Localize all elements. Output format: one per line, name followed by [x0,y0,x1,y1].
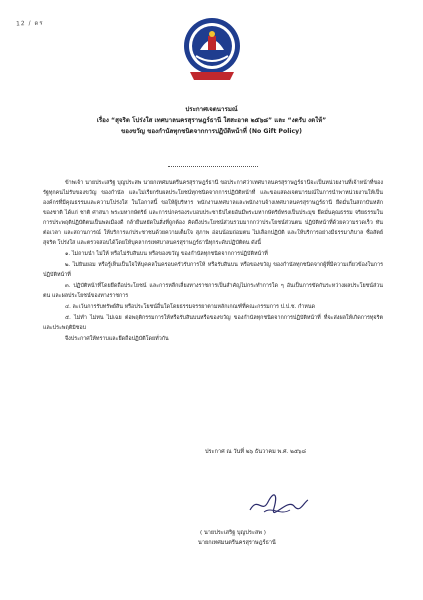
handwritten-signature [244,492,312,518]
title-heading: ประกาศเจตนารมณ์ [185,106,238,113]
handwritten-marks: 12 / ดร [15,19,44,28]
title-policy: ของขวัญ ของกำนัลทุกชนิดจากการปฏิบัติหน้าที่ (No Gift Policy) [121,128,302,135]
list-item: ๒. ไม่ยินยอม หรือรู้เห็นเป็นใจให้บุคคลในครอบครัวรับการให้ หรือรับสินบน หรือของขวัญ ของกำนัลทุกชนิดจากผู้ที่มีความเกี่ยวข้องในการปฏิบัติหน้าที่ [43,262,383,278]
list-item: ๓. ปฏิบัติหน้าที่โดยยึดถือประโยชน์ และการหลีกเลี่ยงทางราชการเป็นสำคัญไม่กระทำการใด ๆ อันเป็นการขัดกันระหว่างผลประโยชน์ส่วนตน และผลประโยชน์ของทางราชการ [43,283,383,299]
announcement-date: ประกาศ ณ วันที่ ๒๖ ธันวาคม พ.ศ. ๒๕๖๘ [205,449,306,455]
list-item: ๑. ไม่ถามนำ ไม่ให้ หรือไม่รับสินบน หรือของขวัญ ของกำนัลทุกชนิดจากการปฏิบัติหน้าที่ [65,251,268,257]
announcement-title [60,104,363,137]
announcement-body [43,178,383,345]
title-divider [168,166,258,167]
intro-paragraph: ข้าพเจ้า นายประเสริฐ บุญประสพ นายกเทศมนตรีนครสุราษฎร์ธานี ขอประกาศว่าเทศบาลนครสุราษฎร์ธานีจะเป็นหน่วยงานที่เจ้าหน้าที่ของรัฐทุกคนไม่รับของขวัญ ของกำนัล และไม่เรียกรับผลประโยชน์ทุกชนิดจากการปฏิบัติหน้าที่ และขอแสดงเจตนารมณ์ในการนำพาหน่วยงานให้เป็นองค์กรที่มีคุณธรรมและความโปร่งใส ในโอกาสนี้ ขอให้ผู้บริหาร พนักงานเทศบาลและพนักงานจ้างเทศบาลนครสุราษฎร์ธานี ยึดมั่นในสถาบันหลักของชาติ ได้แก่ ชาติ ศาสนา พระมหากษัตริย์ และการปกครองระบอบประชาธิปไตยอันมีพระมหากษัตริย์ทรงเป็นประมุข ยึดมั่นคุณธรรม จริยธรรมในการประพฤติปฏิบัติตนเป็นพลเมืองดี กล้ายืนหยัดในสิ่งที่ถูกต้อง คิดถึงประโยชน์ส่วนรวมมากกว่าประโยชน์ส่วนตน ปฏิบัติหน้าที่ด้วยความรวดเร็ว ทันต่อเวลา และสถานการณ์ ให้บริการแก่ประชาชนด้วยความเต็มใจ สุภาพ อ่อนน้อมถ่อมตน ไม่เลือกปฏิบัติ และให้บริการอย่างมีธรรมาภิบาล ซื่อสัตย์สุจริต โปร่งใส และตรวจสอบได้โดยให้บุคลากรเทศบาลนครสุราษฎร์ธานีทุกระดับปฏิบัติตน ดังนี้ [43,180,383,246]
list-item: ๔. ละเว้นการรับทรัพย์สิน หรือประโยชน์อื่นใดโดยธรรมจรรยาตามหลักเกณฑ์ที่คณะกรรมการ ป.ป.ช. กำหนด [65,304,316,310]
closing-paragraph: จึงประกาศให้ทราบและยึดถือปฏิบัติโดยทั่วกัน [65,336,169,342]
signer-name: ( นายประเสริฐ บุญประสพ ) [200,530,266,536]
list-item: ๕. ไม่ทำ ไม่ทน ไม่เฉย ต่อพฤติกรรมการให้หรือรับสินบนหรือของขวัญ ของกำนัลทุกชนิดจากการปฏิบัติหน้าที่ ที่จะส่งผลให้เกิดการทุจริตและประพฤติมิชอบ [43,315,383,331]
signer-position: นายกเทศมนตรีนครสุราษฎร์ธานี [198,540,276,546]
municipality-seal-logo [182,10,242,88]
title-subject: เรื่อง “สุจริต โปร่งใส เทศบาลนครสุราษฎร์ธานี ใสสะอาด ๒๕๖๘” และ “งดรับ งดให้” [96,117,327,124]
